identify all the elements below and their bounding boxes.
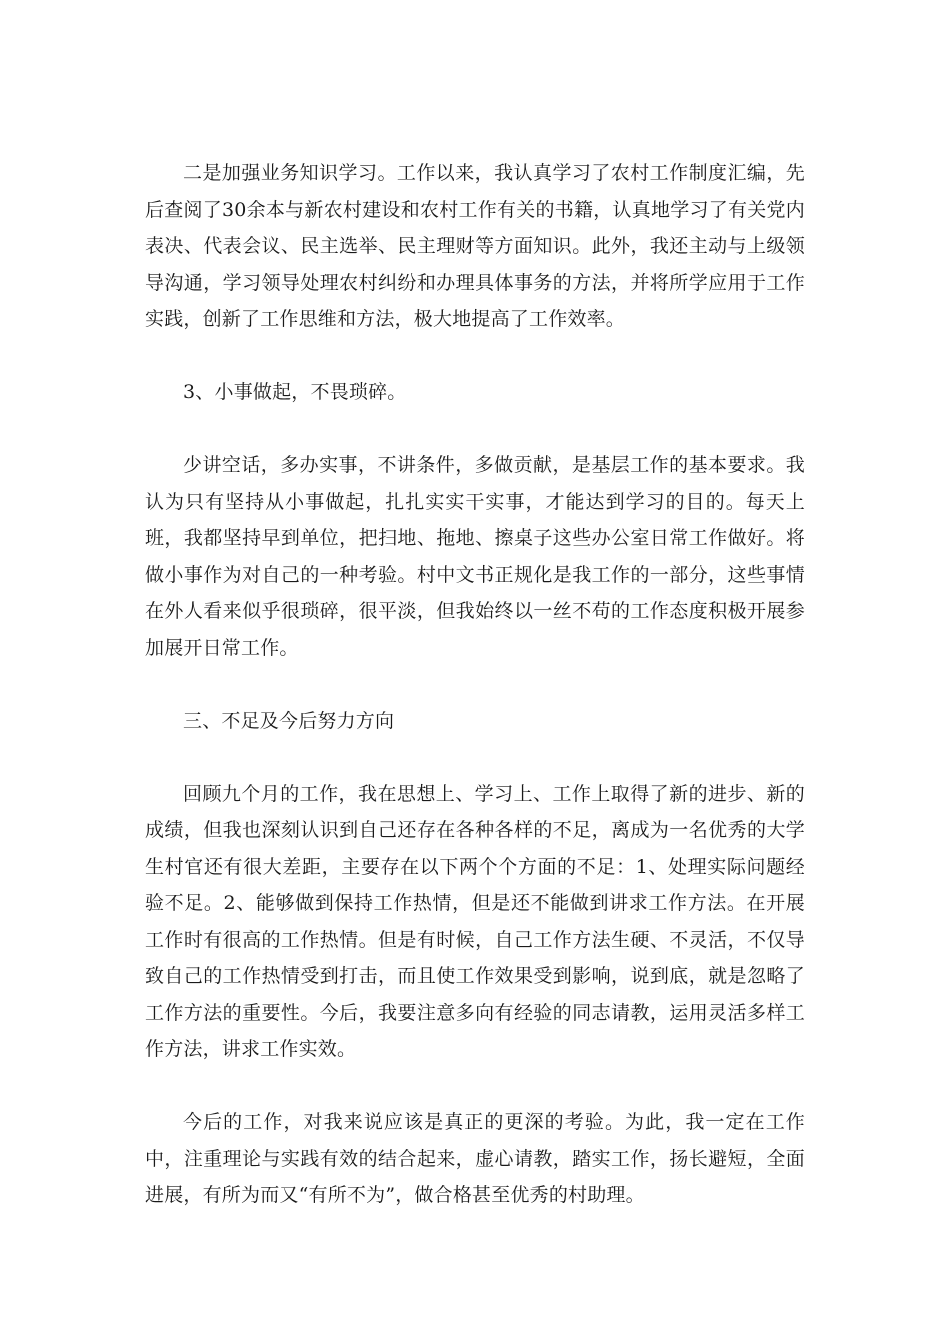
paragraph-review: 回顾九个月的工作，我在思想上、学习上、工作上取得了新的进步、新的成绩，但我也深刻认识到自己还存在各种各样的不足，离成为一名优秀的大学生村官还有很大差距，主要存在以下两个个方面的不足：1、处理实际问题经验不足。2、能够做到保持工作热情，但是还不能做到讲求工作方法。在开展工作时有很高的工作热情。但是有时候，自己工作方法生硬、不灵活，不仅导致自己的工作热情受到打击，而且使工作效果受到影响，说到底，就是忽略了工作方法的重要性。今后，我要注意多向有经验的同志请教，运用灵活多样工作方法，讲求工作实效。 [145, 782, 805, 1060]
section-heading-small-things: 3、小事做起，不畏琐碎。 [183, 381, 407, 403]
section-heading-shortcomings: 三、不足及今后努力方向 [183, 709, 395, 732]
paragraph-small-things: 少讲空话，多办实事，不讲条件，多做贡献，是基层工作的基本要求。我认为只有坚持从小事做起，扎扎实实干实事，才能达到学习的目的。每天上班，我都坚持早到单位，把扫地、拖地、擦桌子这些办公室日常工作做好。将做小事作为对自己的一种考验。村中文书正规化是我工作的一部分，这些事情在外人看来似乎很琐碎，很平淡，但我始终以一丝不苟的工作态度积极开展参加展开日常工作。 [145, 454, 805, 659]
paragraph-business-study: 二是加强业务知识学习。工作以来，我认真学习了农村工作制度汇编，先后查阅了30余本与新农村建设和农村工作有关的书籍，认真地学习了有关党内表决、代表会议、民主选举、民主理财等方面知识。此外，我还主动与上级领导沟通，学习领导处理农村纠纷和办理具体事务的方法，并将所学应用于工作实践，创新了工作思维和方法，极大地提高了工作效率。 [145, 162, 805, 330]
paragraph-future-work: 今后的工作，对我来说应该是真正的更深的考验。为此，我一定在工作中，注重理论与实践有效的结合起来，虚心请教，踏实工作，扬长避短，全面进展，有所为而又“有所不为”，做合格甚至优秀的村助理。 [145, 1111, 805, 1206]
document-body [145, 155, 805, 1250]
